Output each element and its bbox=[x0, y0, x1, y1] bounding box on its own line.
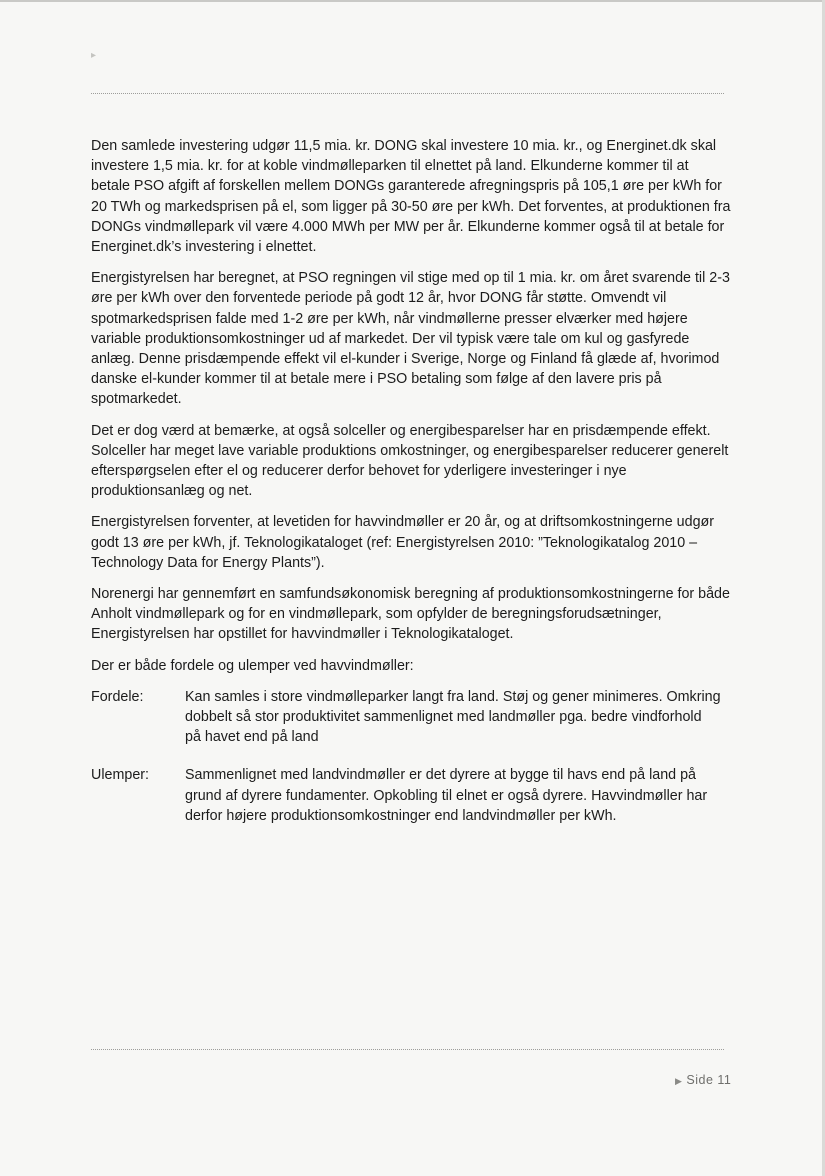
paragraph-price-dampening: Det er dog værd at bemærke, at også solceller og energibesparelser har en prisdæmpende effekt. Solceller har meget lave variable produktions omkostninger, og energibesparelser reducerer generelt efterspørgselen efter el og reducerer derfor behovet for yderligere investeringer i nye produktionsanlæg og net. bbox=[91, 422, 729, 500]
page-number bbox=[675, 1073, 731, 1087]
paragraph-investment: Den samlede investering udgør 11,5 mia. kr. DONG skal investere 10 mia. kr., og Energinet.dk skal investere 1,5 mia. kr. for at koble vindmølleparken til elnettet på land. Elkunderne kommer til at betale PSO afgift af forskellen mellem DONGs garanterede afregningspris på 105,1 øre per kWh for 20 TWh og markedsprisen på el, som ligger på 30-50 øre per kWh. Det forventes, at produktionen fra DONGs vindmøllepark vil være 4.000 MWh per MW per år. Elkunderne kommer også til at betale for Energinet.dk’s investering i elnettet. bbox=[91, 138, 731, 256]
pros-row bbox=[91, 687, 731, 748]
header-dotted-rule bbox=[91, 93, 724, 94]
paragraph-pros-cons-intro: Der er både fordele og ulemper ved havvindmøller: bbox=[91, 657, 414, 674]
paragraph-pso-calculation: Energistyrelsen har beregnet, at PSO regningen vil stige med op til 1 mia. kr. om året svarende til 2-3 øre per kWh over den forventede periode på godt 12 år, hvor DONG får støtte. Omvendt vil spotmarkedsprisen falde med 1-2 øre per kWh, når vindmøllerne presser elværker med højere variable produktionsomkostninger ud af markedet. Der vil typisk være tale om kul og gasfyrede anlæg. Denne prisdæmpende effekt vil el-kunder i Sverige, Norge og Finland få glæde af, hvorimod danske el-kunder kommer til at betale mere i PSO betaling som følge af den lavere pris på spotmarkedet. bbox=[91, 270, 730, 408]
page-number-label: Side 11 bbox=[686, 1073, 732, 1087]
footer-dotted-rule bbox=[91, 1049, 724, 1050]
page-top-edge bbox=[0, 0, 825, 2]
paragraph-lifetime: Energistyrelsen forventer, at levetiden for havvindmøller er 20 år, og at driftsomkostningerne udgør godt 13 øre per kWh, jf. Teknologikataloget (ref: Energistyrelsen 2010: ”Teknologikatalog 2010 – Technology Data for Energy Plants”). bbox=[91, 514, 715, 571]
cons-text: Sammenlignet med landvindmøller er det dyrere at bygge til havs end på land på grund af dyrere fundamenter. Opkobling til elnet er også dyrere. Havvindmøller har derfor højere produktionsomkostninger end landvindmøller per kWh. bbox=[185, 767, 708, 824]
cons-row bbox=[91, 765, 731, 826]
pros-text: Kan samles i store vindmølleparker langt fra land. Støj og gener minimeres. Omkring dobbelt så stor produktivitet sammenlignet med landmøller pga. bedre vindforhold på havet end på land bbox=[185, 688, 721, 746]
page-arrow-icon: ▶ bbox=[675, 1076, 683, 1086]
paragraph-norenergi: Norenergi har gennemført en samfundsøkonomisk beregning af produktionsomkostningerne for både Anholt vindmøllepark og for en vindmøllepark, som opfylder de beregningsforudsætninger, Energistyrelsen har opstillet for havvindmøller i Teknologikataloget. bbox=[91, 586, 730, 643]
corner-arrow-icon: ▸ bbox=[91, 50, 97, 61]
pros-label: Fordele: bbox=[91, 688, 144, 705]
cons-label: Ulemper: bbox=[91, 767, 149, 784]
pros-cons-list bbox=[91, 687, 731, 826]
document-body bbox=[91, 136, 731, 844]
